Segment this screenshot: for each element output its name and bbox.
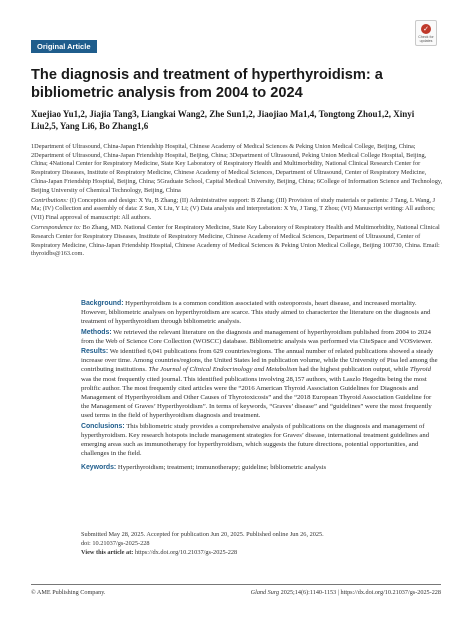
abstract-methods <box>81 328 441 346</box>
author-list: Xuejiao Yu1,2, Jiajia Tang3, Liangkai Wang2, Zhe Sun1,2, Jiaojiao Ma1,4, Tongtong Zhou1,2, Xinyi Liu2,5, Yang Li6, Bo Zhang1,6 <box>31 109 415 131</box>
crossmark-icon: ✓ <box>421 24 431 34</box>
methods-text: We retrieved the relevant literature on the diagnosis and management of hyperthyroidism published from 2004 to 2024 from the Web of Science Core Collection (WOSCC) database. Bibliometric analysis was performed via CiteSpace and VOSviewer. <box>81 328 433 345</box>
article-type-badge: Original Article <box>31 40 97 53</box>
correspondence-text: Bo Zhang, MD. National Center for Respiratory Medicine, State Key Laboratory of Respiratory Health and Multimorbidity, National Clinical Research Center for Respiratory Diseases, Institute of Respiratory Medicine, Chinese Academy of Medical Sciences, Department of Ultrasound, Center of Respiratory Medicine, China-Japan Friendship Hospital, Chinese Academy of Medical Sciences & Peking Union Medical College, Beijing 100730, China. Email: thyroidbs@163.com. <box>31 224 440 258</box>
view-article-label: View this article at: <box>81 549 134 556</box>
correspondence-label: Correspondence to: <box>31 224 81 232</box>
view-article-link[interactable]: https://dx.doi.org/10.21037/gs-2025-228 <box>133 549 238 556</box>
background-heading: Background: <box>81 300 124 307</box>
correspondence <box>31 224 443 259</box>
affiliations: 1Department of Ultrasound, China-Japan Friendship Hospital, Chinese Academy of Medical Sciences & Peking Union Medical College, Beijing, China; 2Department of Ultrasound, China-Japan Friendship Hospital, Beijing, China; 3Department of Ultrasound, Peking Union Medical College Hospital, Beijing, China; 4National Center for Respiratory Medicine, State Key Laboratory of Respiratory Health and Multimorbidity, National Clinical Research Center for Respiratory Diseases, Institute of Respiratory Medicine, Chinese Academy of Medical Sciences, Department of Ultrasound, Center of Respiratory Medicine, China-Japan Friendship Hospital, Beijing, China; 5Graduate School, Capital Medical University, Beijing, China; 6College of Information Science and Technology, Beijing University of Chemical Technology, Beijing, China <box>31 143 443 194</box>
crossmark-label: Check for updates <box>418 35 434 43</box>
results-text-3: was the most frequently cited journal. This identified publications involving 28,157 authors, with Laszlo Hegedüs being the most prolific author. The most frequently cited articles were the “2016 American Thyroid Association Guidelines for Diagnosis and Management of Hyperthyroidism and Other Causes of Thyrotoxicosis” and the “2018 European Thyroid Association Guideline for the Management of Graves’ Hyperthyroidism”. In terms of keywords, “Graves’ disease” and “guidelines” were the most frequently used terms in the field of hyperthyroidism diagnosis and treatment. <box>81 375 432 420</box>
results-text-1: We identified 6,041 publications from 629 countries/regions. The annual number of related publications showed a steady increase over time. Among countries/regions, the United States led in publication volume, while the University of Pisa led among the contributing institutions. <box>81 348 438 374</box>
affiliations-block <box>31 143 443 261</box>
keywords-text: Hyperthyroidism; treatment; immunotherapy; guideline; bibliometric analysis <box>116 464 327 472</box>
copyright: © AME Publishing Company. <box>31 589 106 596</box>
contributions <box>31 197 443 223</box>
journal-name: Gland Surg <box>250 589 280 596</box>
abstract-background <box>81 299 441 327</box>
abstract-keywords <box>81 463 441 472</box>
journal-citation <box>251 589 441 596</box>
results-journal-2: Thyroid <box>409 366 431 374</box>
abstract-results <box>81 347 441 421</box>
header-area <box>0 0 474 44</box>
view-article <box>81 548 441 557</box>
article-title: The diagnosis and treatment of hyperthyroidism: a bibliometric analysis from 2004 to 2024 <box>31 67 383 101</box>
results-text-2: had the highest publication output, while <box>297 366 410 374</box>
contributions-label: Contributions: <box>31 196 69 204</box>
results-journal: The Journal of Clinical Endocrinology and Metabolism <box>148 366 298 374</box>
keywords-heading: Keywords: <box>81 464 117 472</box>
abstract-conclusions <box>81 422 441 459</box>
citation-text[interactable]: 2025;14(6):1140-1153 | https://dx.doi.org/10.21037/gs-2025-228 <box>279 589 441 596</box>
submission-info <box>81 530 441 557</box>
conclusions-text: This bibliometric study provides a comprehensive analysis of publications on the diagnosis and management of hyperthyroidism. Key research hotspots include management strategies for Graves’ disease, international treatment guidelines and emerging areas such as immunotherapy for hyperthyroidism, which suggests the future directions, potential opportunities, and challenges in the field. <box>81 422 430 458</box>
abstract <box>81 299 441 474</box>
doi[interactable]: doi: 10.21037/gs-2025-228 <box>81 540 150 547</box>
results-heading: Results: <box>81 348 109 356</box>
footer-divider <box>31 584 441 585</box>
background-text: Hyperthyroidism is a common condition associated with osteoporosis, heart disease, and increased mortality. However, bibliometric analyses on hyperthyroidism are scarce. This study aimed to characterize the literature on the diagnosis and treatment of hyperthyroidism through bibliometric analysis. <box>81 300 431 326</box>
submission-dates: Submitted May 28, 2025. Accepted for publication Jun 20, 2025. Published online Jun 26, 2025. <box>81 531 324 538</box>
check-for-updates-button[interactable] <box>415 20 437 46</box>
contributions-text: (I) Conception and design: X Yu, B Zhang; (II) Administrative support: B Zhang; (III) Provision of study materials or patients: J Tang, L Wang, J Ma; (IV) Collection and assembly of data: Z Sun, X Liu, Y Li; (V) Data analysis and interpretation: X Yu, J Tang, T Zhou; (VI) Manuscript writing: All authors; (VII) Final approval of manuscript: All authors. <box>31 196 436 222</box>
conclusions-heading: Conclusions: <box>81 422 125 430</box>
methods-heading: Methods: <box>81 328 112 336</box>
